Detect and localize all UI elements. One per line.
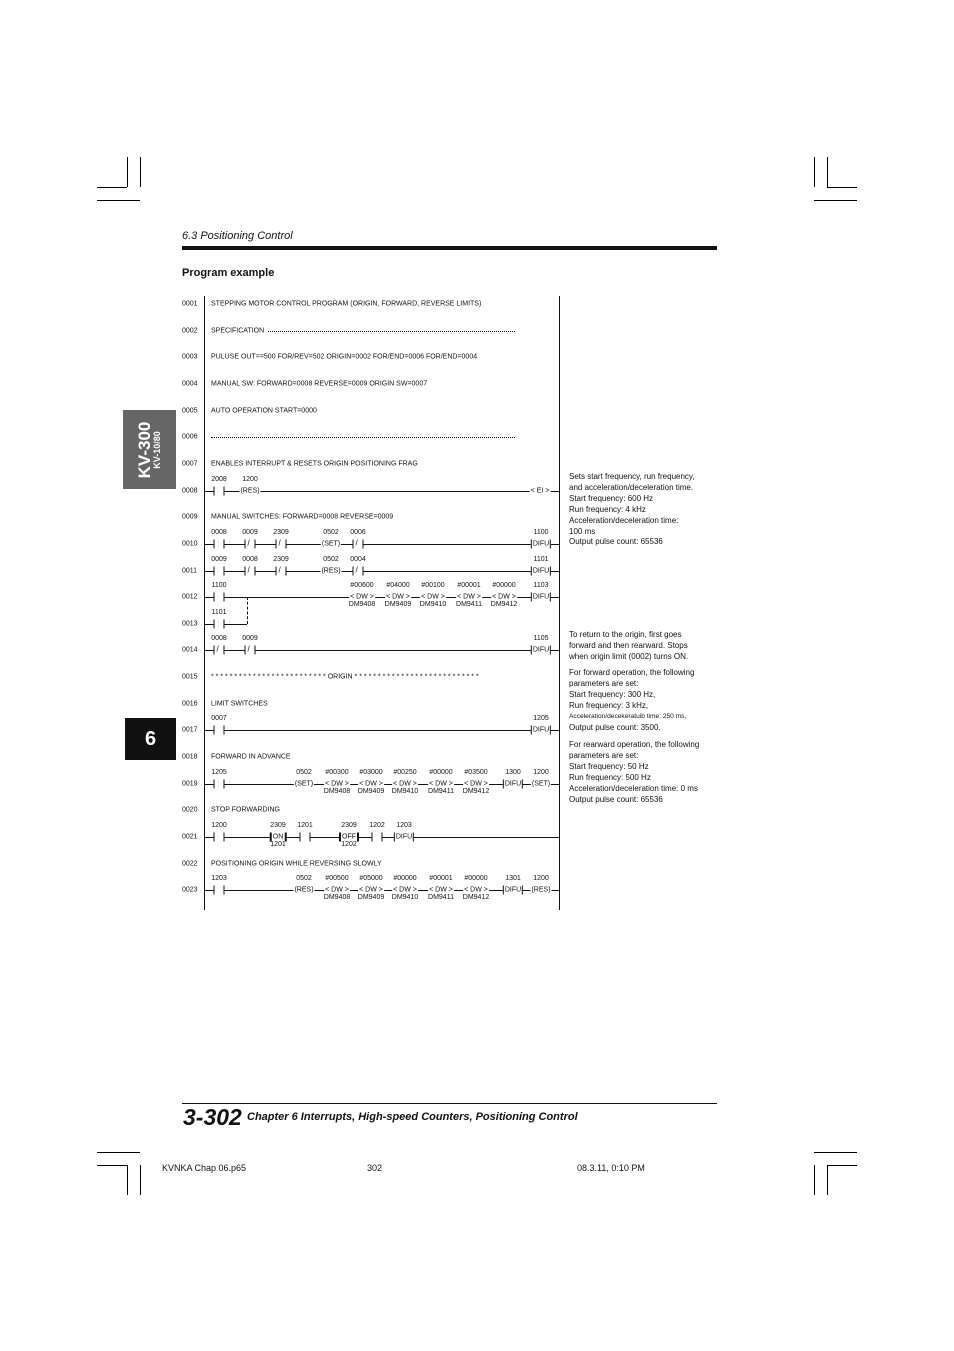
function-instruction: < DW >	[464, 780, 488, 788]
device-address: 0502	[323, 555, 339, 563]
device-address: 1205	[533, 715, 549, 723]
rung-number: 0022	[182, 860, 198, 868]
rung-number: 0014	[182, 646, 198, 654]
crop-mark	[814, 157, 815, 187]
device-operand: DM9409	[357, 787, 385, 795]
crop-mark	[814, 200, 857, 201]
no-contact	[214, 486, 225, 495]
device-address: 1200	[242, 475, 258, 483]
function-instruction: < DW >	[421, 593, 445, 601]
function-instruction: < EI >	[530, 487, 550, 495]
no-contact	[214, 726, 225, 735]
chapter-title: Chapter 6 Interrupts, High-speed Counters, Positioning Control	[247, 1111, 578, 1123]
note-line: Output pulse count: 3500.	[569, 722, 661, 732]
crop-mark	[814, 1165, 815, 1195]
no-contact	[214, 539, 225, 548]
rung-number: 0019	[182, 780, 198, 788]
device-address: 0009	[242, 635, 258, 643]
difu-instruction: DIFU	[504, 780, 522, 788]
device-address: 1300	[505, 768, 521, 776]
rung-comment: MANUAL SW: FORWARD=0008 REVERSE=0009 ORIGIN SW=0007	[211, 380, 428, 388]
device-address: #00600	[350, 582, 374, 590]
function-instruction: < DW >	[429, 886, 453, 894]
no-contact	[214, 833, 225, 842]
function-instruction: < DW >	[457, 593, 481, 601]
device-operand: DM9410	[419, 601, 447, 609]
rung-comment: PULUSE OUT==500 FOR/REV=502 ORIGIN=0002 FOR/END=0006 FOR/END=0004	[211, 353, 478, 361]
no-contact	[300, 833, 311, 842]
right-power-rail	[559, 296, 560, 910]
nc-contact	[353, 566, 364, 575]
device-address: 0008	[211, 528, 227, 536]
rung-comment: STOP FORWARDING	[211, 806, 280, 814]
function-instruction: < DW >	[359, 886, 383, 894]
no-contact	[214, 886, 225, 895]
device-operand: DM9412	[462, 894, 490, 902]
rung-number: 0004	[182, 380, 198, 388]
rung-number: 0015	[182, 673, 198, 681]
nc-contact	[353, 539, 364, 548]
device-operand: 1202	[341, 841, 357, 848]
device-operand: DM9411	[428, 787, 454, 795]
note-line: Run frequency: 3 kHz,	[569, 700, 649, 710]
differential-box: ON	[270, 833, 287, 842]
device-address: #00000	[492, 582, 516, 590]
function-instruction: < DW >	[393, 780, 417, 788]
dotted-separator	[268, 331, 515, 332]
device-operand: DM9412	[490, 601, 518, 609]
rung-comment: MANUAL SWITCHES: FORWARD=0008 REVERSE=0009	[211, 513, 394, 521]
device-address: 2008	[211, 475, 227, 483]
rung-comment: POSITIONING ORIGIN WHILE REVERSING SLOWLY	[211, 860, 382, 868]
crop-mark	[97, 1165, 127, 1166]
side-tab-model: KV-300	[135, 421, 154, 479]
difu-instruction: DIFU	[532, 726, 550, 734]
rung-number: 0009	[182, 513, 198, 521]
device-address: 1205	[211, 768, 227, 776]
rung-comment: LIMIT SWITCHES	[211, 700, 268, 708]
section-heading: 6.3 Positioning Control	[182, 230, 293, 242]
output-coil: (RES)	[294, 886, 314, 894]
no-contact	[214, 593, 225, 602]
nc-contact	[245, 566, 256, 575]
rung-number: 0007	[182, 460, 198, 468]
function-instruction: < DW >	[492, 593, 516, 601]
device-address: #00300	[325, 768, 349, 776]
note-line: Start frequency: 600 Hz	[569, 493, 654, 503]
function-instruction: < DW >	[386, 593, 410, 601]
output-coil: (SET)	[321, 540, 341, 548]
function-instruction: < DW >	[359, 780, 383, 788]
no-contact	[214, 566, 225, 575]
note-forward-params	[569, 668, 729, 733]
difu-instruction: DIFU	[532, 646, 550, 654]
rung-number: 0021	[182, 833, 198, 841]
nc-contact	[245, 539, 256, 548]
no-contact	[372, 833, 383, 842]
device-address: 0006	[350, 528, 366, 536]
nc-contact	[276, 566, 287, 575]
rung-number: 0005	[182, 407, 198, 415]
nc-contact	[276, 539, 287, 548]
note-line: For rearward operation, the following	[569, 740, 700, 749]
rung-comment: STEPPING MOTOR CONTROL PROGRAM (ORIGIN, FORWARD, REVERSE LIMITS)	[211, 300, 482, 308]
device-address: 1200	[533, 875, 549, 883]
device-address: 2309	[273, 528, 289, 536]
device-address: 0007	[211, 715, 227, 723]
device-address: 1203	[211, 875, 227, 883]
note-line: forward and then rearward. Stops	[569, 640, 688, 650]
rung-number: 0017	[182, 726, 198, 734]
device-address: #00001	[429, 875, 453, 883]
device-operand: DM9408	[323, 894, 351, 902]
note-line: parameters are set:	[569, 750, 639, 760]
device-address: #00000	[393, 875, 417, 883]
device-address: 0004	[350, 555, 366, 563]
note-origin-return	[569, 630, 729, 663]
device-address: 1100	[533, 528, 549, 536]
page-title: Program example	[182, 267, 275, 279]
side-tab	[123, 410, 176, 489]
note-line: To return to the origin, first goes	[569, 630, 682, 639]
output-coil: (SET)	[294, 780, 314, 788]
slug-date: 08.3.11, 0:10 PM	[577, 1163, 645, 1173]
rung-wire	[204, 650, 559, 651]
note-line: Sets start frequency, run frequency,	[569, 472, 695, 481]
crop-mark	[814, 1152, 857, 1153]
function-instruction: < DW >	[325, 886, 349, 894]
device-address: 2309	[270, 822, 286, 829]
function-instruction: < DW >	[464, 886, 488, 894]
crop-mark	[827, 187, 857, 188]
device-address: #03000	[359, 768, 383, 776]
output-coil: (RES)	[531, 886, 551, 894]
device-address: #00500	[325, 875, 349, 883]
note-rearward-params	[569, 740, 729, 805]
branch-connector	[247, 597, 248, 624]
device-address: 1201	[297, 822, 313, 829]
device-address: #00100	[421, 582, 445, 590]
rung-number: 0003	[182, 353, 198, 361]
note-line: Acceleration/deceleration time: 0 ms	[569, 783, 698, 793]
device-operand: DM9410	[391, 894, 419, 902]
note-line: Output pulse count: 65536	[569, 537, 663, 547]
page-number: 3-302	[183, 1104, 242, 1130]
device-address: 1103	[533, 582, 549, 590]
differential-box: OFF	[339, 833, 359, 842]
note-line: Acceleration/deceleration time:	[569, 515, 679, 525]
rung-number: 0018	[182, 753, 198, 761]
note-line: Run frequency: 500 Hz	[569, 772, 651, 782]
device-address: 1200	[533, 768, 549, 776]
device-address: 0008	[242, 555, 258, 563]
crop-mark	[97, 1152, 140, 1153]
device-address: 1105	[533, 635, 549, 643]
device-address: #03500	[464, 768, 488, 776]
rung-comment: ENABLES INTERRUPT & RESETS ORIGIN POSITIONING FRAG	[211, 460, 418, 468]
crop-mark	[97, 200, 140, 201]
difu-instruction: DIFU	[504, 886, 522, 894]
difu-instruction: DIFU	[395, 833, 413, 841]
rung-wire	[204, 730, 559, 731]
rung-comment: * * * * * * * * * * * * * * * * * * * * * * * * * ORIGIN * * * * * * * * * * * * * * * * * * * * * * * * * * *	[211, 673, 479, 681]
left-power-rail	[204, 296, 205, 910]
no-contact	[214, 779, 225, 788]
rung-wire	[204, 624, 247, 625]
side-tab-sub: KV-10/80	[152, 431, 162, 469]
note-line: parameters are set:	[569, 678, 639, 688]
note-line: Run frequency: 4 kHz	[569, 504, 646, 514]
rung-comment: FORWARD IN ADVANCE	[211, 753, 291, 761]
device-address: 0009	[242, 528, 258, 536]
rung-number: 0010	[182, 540, 198, 548]
crop-mark	[140, 1165, 141, 1195]
device-address: 0502	[296, 875, 312, 883]
device-address: 0502	[296, 768, 312, 776]
crop-mark	[127, 1165, 128, 1195]
device-address: 1301	[505, 875, 521, 883]
note-line: For forward operation, the following	[569, 668, 695, 677]
difu-instruction: DIFU	[532, 567, 550, 574]
rung-number: 0006	[182, 433, 198, 441]
crop-mark	[827, 1165, 857, 1166]
header-rule	[182, 246, 717, 250]
slug-file: KVNKA Chap 06.p65	[162, 1163, 247, 1173]
device-address: 2309	[273, 555, 289, 563]
rung-wire	[204, 544, 559, 545]
device-address: #00000	[429, 768, 453, 776]
function-instruction: < DW >	[393, 886, 417, 894]
crop-mark	[140, 157, 141, 187]
rung-number: 0011	[182, 567, 198, 574]
nc-contact	[245, 646, 256, 655]
device-operand: DM9409	[384, 601, 412, 609]
rung-number: 0008	[182, 487, 198, 495]
device-address: #00250	[393, 768, 417, 776]
device-address: 1200	[211, 822, 227, 829]
crop-mark	[827, 157, 828, 187]
device-address: #00000	[464, 875, 488, 883]
rung-number: 0016	[182, 700, 198, 708]
crop-mark	[97, 187, 127, 188]
device-operand: 1201	[270, 841, 286, 848]
rung-number: 0013	[182, 620, 198, 628]
device-address: 2309	[341, 822, 357, 829]
device-address: 0009	[211, 555, 227, 563]
rung-comment: AUTO OPERATION START=0000	[211, 407, 317, 415]
difu-instruction: DIFU	[532, 540, 550, 548]
rung-number: 0023	[182, 886, 198, 894]
rung-wire	[204, 571, 559, 572]
device-address: 1101	[533, 555, 549, 563]
output-coil: (RES)	[321, 567, 341, 574]
dotted-separator	[211, 437, 515, 438]
device-address: 1203	[396, 822, 412, 829]
function-instruction: < DW >	[325, 780, 349, 788]
device-address: 1202	[369, 822, 385, 829]
crop-mark	[827, 1165, 828, 1195]
no-contact	[214, 619, 225, 628]
note-start-settings	[569, 472, 729, 548]
rung-number: 0002	[182, 327, 198, 335]
nc-contact	[214, 646, 225, 655]
output-coil: (RES)	[240, 487, 260, 495]
device-address: #04000	[386, 582, 410, 590]
chapter-tab: 6	[125, 718, 176, 760]
rung-number: 0020	[182, 806, 198, 814]
note-line: Start frequency: 300 Hz,	[569, 689, 656, 699]
note-line: when origin limit (0002) turns ON.	[569, 651, 689, 661]
device-address: #05000	[359, 875, 383, 883]
function-instruction: < DW >	[350, 593, 374, 601]
rung-number: 0012	[182, 593, 198, 601]
rung-comment: SPECIFICATION	[211, 327, 265, 335]
device-operand: DM9408	[348, 601, 376, 609]
device-operand: DM9411	[456, 601, 482, 609]
device-address: 1101	[211, 608, 227, 616]
device-operand: DM9409	[357, 894, 385, 902]
rung-number: 0001	[182, 300, 198, 308]
device-operand: DM9408	[323, 787, 351, 795]
output-coil: (SET)	[531, 780, 551, 788]
note-line: Acceleration/decekeratuib time: 250 ms,	[569, 712, 687, 720]
device-operand: DM9411	[428, 894, 454, 902]
device-address: 0502	[323, 528, 339, 536]
device-operand: DM9412	[462, 787, 490, 795]
device-address: 1100	[211, 582, 227, 590]
note-line: Output pulse count: 65536	[569, 794, 663, 804]
crop-mark	[127, 157, 128, 187]
slug-sheet: 302	[367, 1163, 383, 1173]
footer-rule	[182, 1103, 717, 1104]
difu-instruction: DIFU	[532, 593, 550, 601]
note-line: 100 ms	[569, 526, 596, 536]
device-address: 0008	[211, 635, 227, 643]
device-address: #00001	[457, 582, 481, 590]
note-line: and acceleration/deceleration time.	[569, 482, 694, 492]
note-line: Start frequency: 50 Hz	[569, 761, 649, 771]
device-operand: DM9410	[391, 787, 419, 795]
function-instruction: < DW >	[429, 780, 453, 788]
